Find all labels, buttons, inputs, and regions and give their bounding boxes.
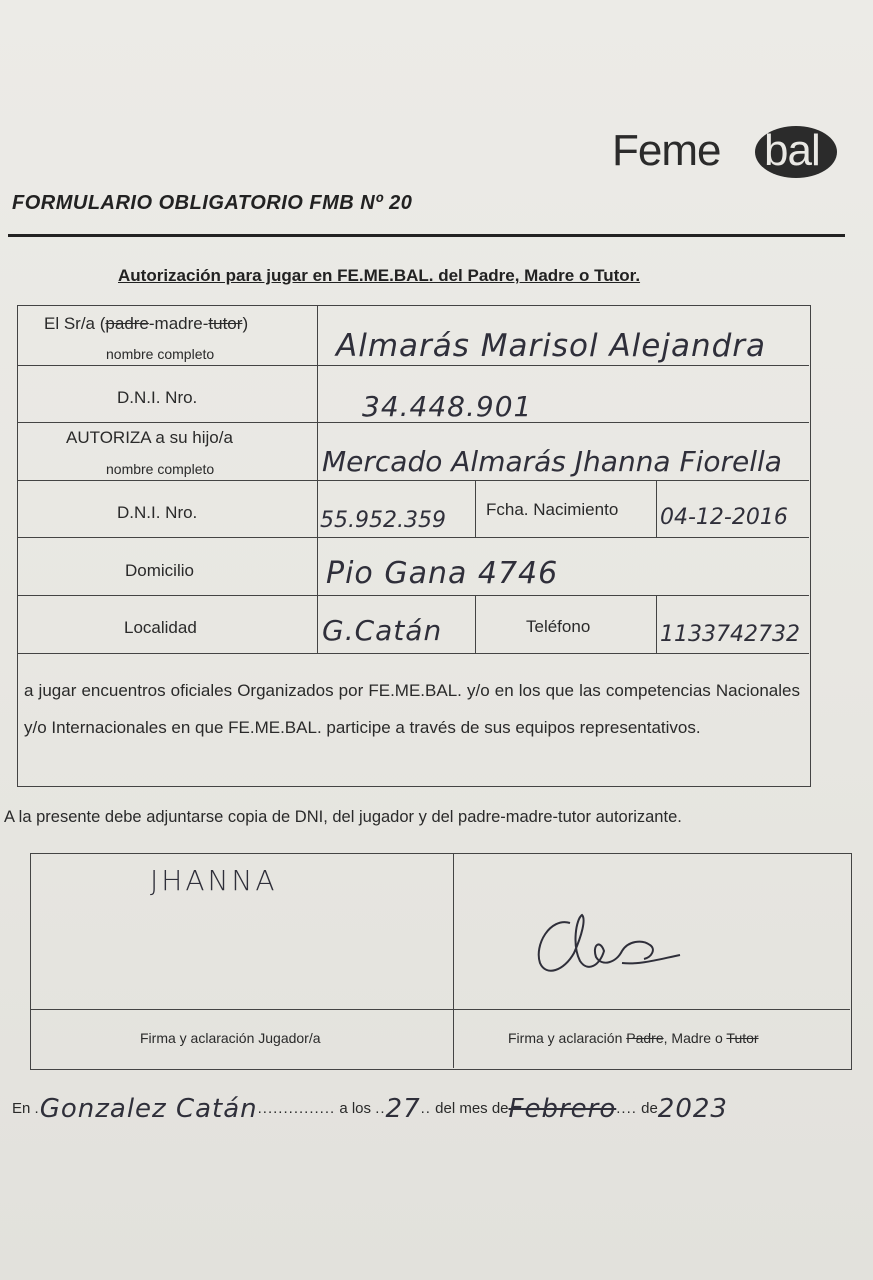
parent-signature-caption: Firma y aclaración Padre, Madre o Tutor bbox=[508, 1030, 759, 1046]
parent-dni-label: D.N.I. Nro. bbox=[117, 388, 198, 407]
child-name-sublabel: nombre completo bbox=[106, 461, 215, 477]
birthdate-value: 04-12-2016 bbox=[660, 505, 788, 530]
child-dni-value: 55.952.359 bbox=[320, 508, 446, 533]
child-dni-label: D.N.I. Nro. bbox=[117, 503, 198, 522]
year-value: 2023 bbox=[657, 1094, 728, 1124]
day-value: 27 bbox=[385, 1094, 421, 1124]
parent-name-value: Almarás Marisol Alejandra bbox=[336, 328, 767, 364]
locality-label: Localidad bbox=[124, 618, 197, 637]
child-name-value: Mercado Almarás Jhanna Fiorella bbox=[322, 445, 782, 478]
parent-signature bbox=[530, 905, 690, 980]
form-subtitle: Autorización para jugar en FE.ME.BAL. del Padre, Madre o Tutor. bbox=[118, 266, 641, 285]
player-signature: JHANNA bbox=[150, 864, 278, 897]
place-value: Gonzalez Catán bbox=[39, 1094, 258, 1124]
month-value: Febrero bbox=[508, 1094, 617, 1124]
address-label: Domicilio bbox=[125, 561, 194, 580]
birthdate-label: Fcha. Nacimiento bbox=[486, 500, 619, 519]
player-signature-caption: Firma y aclaración Jugador/a bbox=[140, 1030, 321, 1046]
place-date-line: En .Gonzalez Catán............... a los ..27.. del mes deFebrero.... de2023 bbox=[12, 1094, 728, 1124]
phone-label: Teléfono bbox=[526, 617, 591, 636]
parent-label: El Sr/a (padre-madre-tutor) bbox=[44, 314, 249, 333]
authorization-text: a jugar encuentros oficiales Organizados por FE.ME.BAL. y/o en los que las competencias Nacionales y/o Internacionales en que FE.ME.BAL. participe a través de sus equipos representativos. bbox=[24, 681, 800, 737]
femebal-logo: Feme bal bbox=[612, 122, 837, 182]
form-title: FORMULARIO OBLIGATORIO FMB Nº 20 bbox=[12, 192, 413, 214]
attachment-note: A la presente debe adjuntarse copia de DNI, del jugador y del padre-madre-tutor autorizante. bbox=[4, 808, 682, 826]
phone-value: 1133742732 bbox=[660, 622, 800, 647]
parent-dni-value: 34.448.901 bbox=[362, 390, 533, 423]
parent-name-sublabel: nombre completo bbox=[106, 346, 215, 362]
address-value: Pio Gana 4746 bbox=[326, 556, 559, 591]
child-label: AUTORIZA a su hijo/a bbox=[66, 428, 233, 447]
title-rule bbox=[8, 234, 845, 237]
locality-value: G.Catán bbox=[322, 614, 443, 647]
